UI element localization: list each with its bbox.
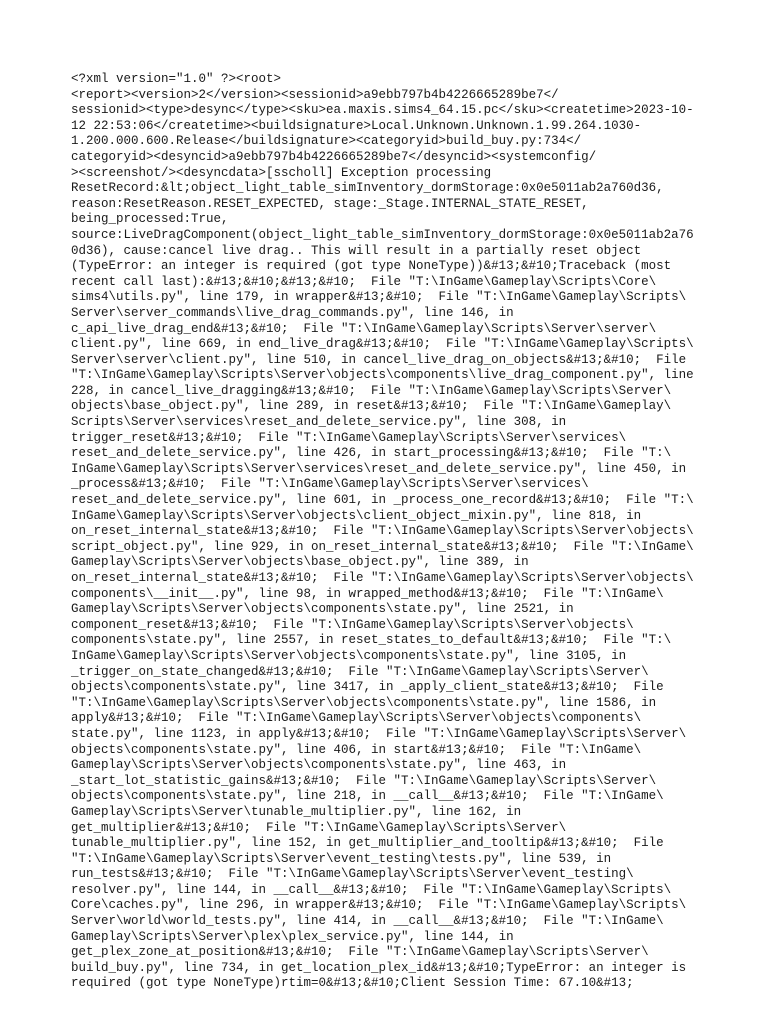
report-text-line: tunable_multiplier.py", line 152, in get_multiplier_and_tooltip&#13;&#10; File [71,836,664,851]
report-text-line: resolver.py", line 144, in __call__&#13;&#10; File "T:\InGame\Gameplay\Scripts\ [71,882,672,897]
report-text-line: 228, in cancel_live_dragging&#13;&#10; File "T:\InGame\Gameplay\Scripts\Server\ [71,383,672,398]
report-text-line: sessionid><type>desync</type><sku>ea.maxis.sims4_64.15.pc</sku><createtime>2023-10- [71,103,694,118]
report-text-line: recent call last):&#13;&#10;&#13;&#10; File "T:\InGame\Gameplay\Scripts\Core\ [71,274,657,289]
report-text-line: objects\components\state.py", line 406, in start&#13;&#10; File "T:\InGame\ [71,742,642,757]
report-text-line: Core\caches.py", line 296, in wrapper&#13;&#10; File "T:\InGame\Gameplay\Scripts\ [71,898,687,913]
report-text-line: (TypeError: an integer is required (got type NoneType))&#13;&#10;Traceback (most [71,259,672,274]
report-text-line: reset_and_delete_service.py", line 601, in _process_one_record&#13;&#10; File "T:\ [71,493,694,508]
report-text-line: reason:ResetReason.RESET_EXPECTED, stage:_Stage.INTERNAL_STATE_RESET, [71,196,589,211]
report-text-line: sims4\utils.py", line 179, in wrapper&#13;&#10; File "T:\InGame\Gameplay\Scripts\ [71,290,687,305]
report-text-line: categoryid><desyncid>a9ebb797b4b4226665289be7</desyncid><systemconfig/ [71,149,597,164]
report-text-line: run_tests&#13;&#10; File "T:\InGame\Gameplay\Scripts\Server\event_testing\ [71,867,634,882]
report-text-line: reset_and_delete_service.py", line 426, in start_processing&#13;&#10; File "T:\ [71,446,672,461]
report-text-line: objects\base_object.py", line 289, in reset&#13;&#10; File "T:\InGame\Gameplay\ [71,399,672,414]
report-text-line: "T:\InGame\Gameplay\Scripts\Server\objects\components\live_drag_component.py", line [71,368,694,383]
xml-crash-report-text [71,72,711,992]
report-text-line: components\state.py", line 2557, in reset_states_to_default&#13;&#10; File "T:\ [71,633,672,648]
report-text-line: components\__init__.py", line 98, in wrapped_method&#13;&#10; File "T:\InGame\ [71,586,664,601]
report-text-line: Server\server\client.py", line 510, in cancel_live_drag_on_objects&#13;&#10; File [71,352,687,367]
report-text-line: state.py", line 1123, in apply&#13;&#10; File "T:\InGame\Gameplay\Scripts\Server\ [71,726,687,741]
report-text-line: objects\components\state.py", line 218, in __call__&#13;&#10; File "T:\InGame\ [71,789,664,804]
report-text-line: InGame\Gameplay\Scripts\Server\objects\components\state.py", line 3105, in [71,648,627,663]
report-text-line: get_plex_zone_at_position&#13;&#10; File "T:\InGame\Gameplay\Scripts\Server\ [71,945,649,960]
report-text-line: _trigger_on_state_changed&#13;&#10; File "T:\InGame\Gameplay\Scripts\Server\ [71,664,649,679]
report-text-line: _start_lot_statistic_gains&#13;&#10; File "T:\InGame\Gameplay\Scripts\Server\ [71,773,657,788]
report-text-line: on_reset_internal_state&#13;&#10; File "T:\InGame\Gameplay\Scripts\Server\objects\ [71,571,694,585]
report-text-line: "T:\InGame\Gameplay\Scripts\Server\event_testing\tests.py", line 539, in [71,851,612,866]
report-text-line: on_reset_internal_state&#13;&#10; File "T:\InGame\Gameplay\Scripts\Server\objects\ [71,524,694,539]
report-text-line: 0d36), cause:cancel live drag.. This will result in a partially reset object [71,243,642,258]
report-text-line: _process&#13;&#10; File "T:\InGame\Gameplay\Scripts\Server\services\ [71,477,589,492]
report-text-line: <report><version>2</version><sessionid>a9ebb797b4b4226665289be7</ [71,87,559,102]
report-text-line: source:LiveDragComponent(object_light_table_simInventory_dormStorage:0x0e5011ab2a76 [71,227,694,242]
report-text-line: Gameplay\Scripts\Server\objects\base_object.py", line 389, in [71,555,529,570]
report-text-line: objects\components\state.py", line 3417, in _apply_client_state&#13;&#10; File [71,680,664,695]
report-text-line: required (got type NoneType)rtim=0&#13;&#10;Client Session Time: 67.10&#13; [71,976,634,991]
report-text-line: InGame\Gameplay\Scripts\Server\objects\client_object_mixin.py", line 818, in [71,508,642,523]
report-text-line: trigger_reset&#13;&#10; File "T:\InGame\Gameplay\Scripts\Server\services\ [71,430,627,445]
report-text-line: Server\server_commands\live_drag_commands.py", line 146, in [71,305,514,320]
report-text-line: client.py", line 669, in end_live_drag&#13;&#10; File "T:\InGame\Gameplay\Scripts\ [71,337,694,352]
report-text-line: Gameplay\Scripts\Server\objects\components\state.py", line 2521, in [71,602,574,617]
report-text-line: InGame\Gameplay\Scripts\Server\services\reset_and_delete_service.py", line 450, in [71,461,687,476]
report-text-line: <?xml version="1.0" ?><root> [71,72,282,86]
report-text-line: script_object.py", line 929, in on_reset_internal_state&#13;&#10; File "T:\InGame\ [71,539,694,554]
report-text-line: Gameplay\Scripts\Server\objects\components\state.py", line 463, in [71,758,567,773]
report-text-line: "T:\InGame\Gameplay\Scripts\Server\objects\components\state.py", line 1586, in [71,695,657,710]
report-text-line: component_reset&#13;&#10; File "T:\InGame\Gameplay\Scripts\Server\objects\ [71,617,634,632]
report-text-line: ><screenshot/><desyncdata>[sscholl] Exception processing [71,165,492,180]
report-text-line: being_processed:True, [71,212,229,227]
report-text-line: apply&#13;&#10; File "T:\InGame\Gameplay\Scripts\Server\objects\components\ [71,711,642,726]
report-text-line: Scripts\Server\services\reset_and_delete_service.py", line 308, in [71,415,567,430]
report-text-line: Gameplay\Scripts\Server\plex\plex_service.py", line 144, in [71,929,514,944]
report-text-line: Gameplay\Scripts\Server\tunable_multiplier.py", line 162, in [71,804,522,819]
report-text-line: get_multiplier&#13;&#10; File "T:\InGame\Gameplay\Scripts\Server\ [71,820,567,835]
report-text-line: 12 22:53:06</createtime><buildsignature>Local.Unknown.Unknown.1.99.264.1030- [71,118,642,133]
report-text-line: ResetRecord:&lt;object_light_table_simInventory_dormStorage:0x0e5011ab2a760d36, [71,181,664,196]
report-text-line: c_api_live_drag_end&#13;&#10; File "T:\InGame\Gameplay\Scripts\Server\server\ [71,321,657,336]
report-text-line: build_buy.py", line 734, in get_location_plex_id&#13;&#10;TypeError: an integer is [71,960,687,975]
report-text-line: Server\world\world_tests.py", line 414, in __call__&#13;&#10; File "T:\InGame\ [71,914,664,929]
report-text-line: 1.200.000.600.Release</buildsignature><categoryid>build_buy.py:734</ [71,134,582,149]
